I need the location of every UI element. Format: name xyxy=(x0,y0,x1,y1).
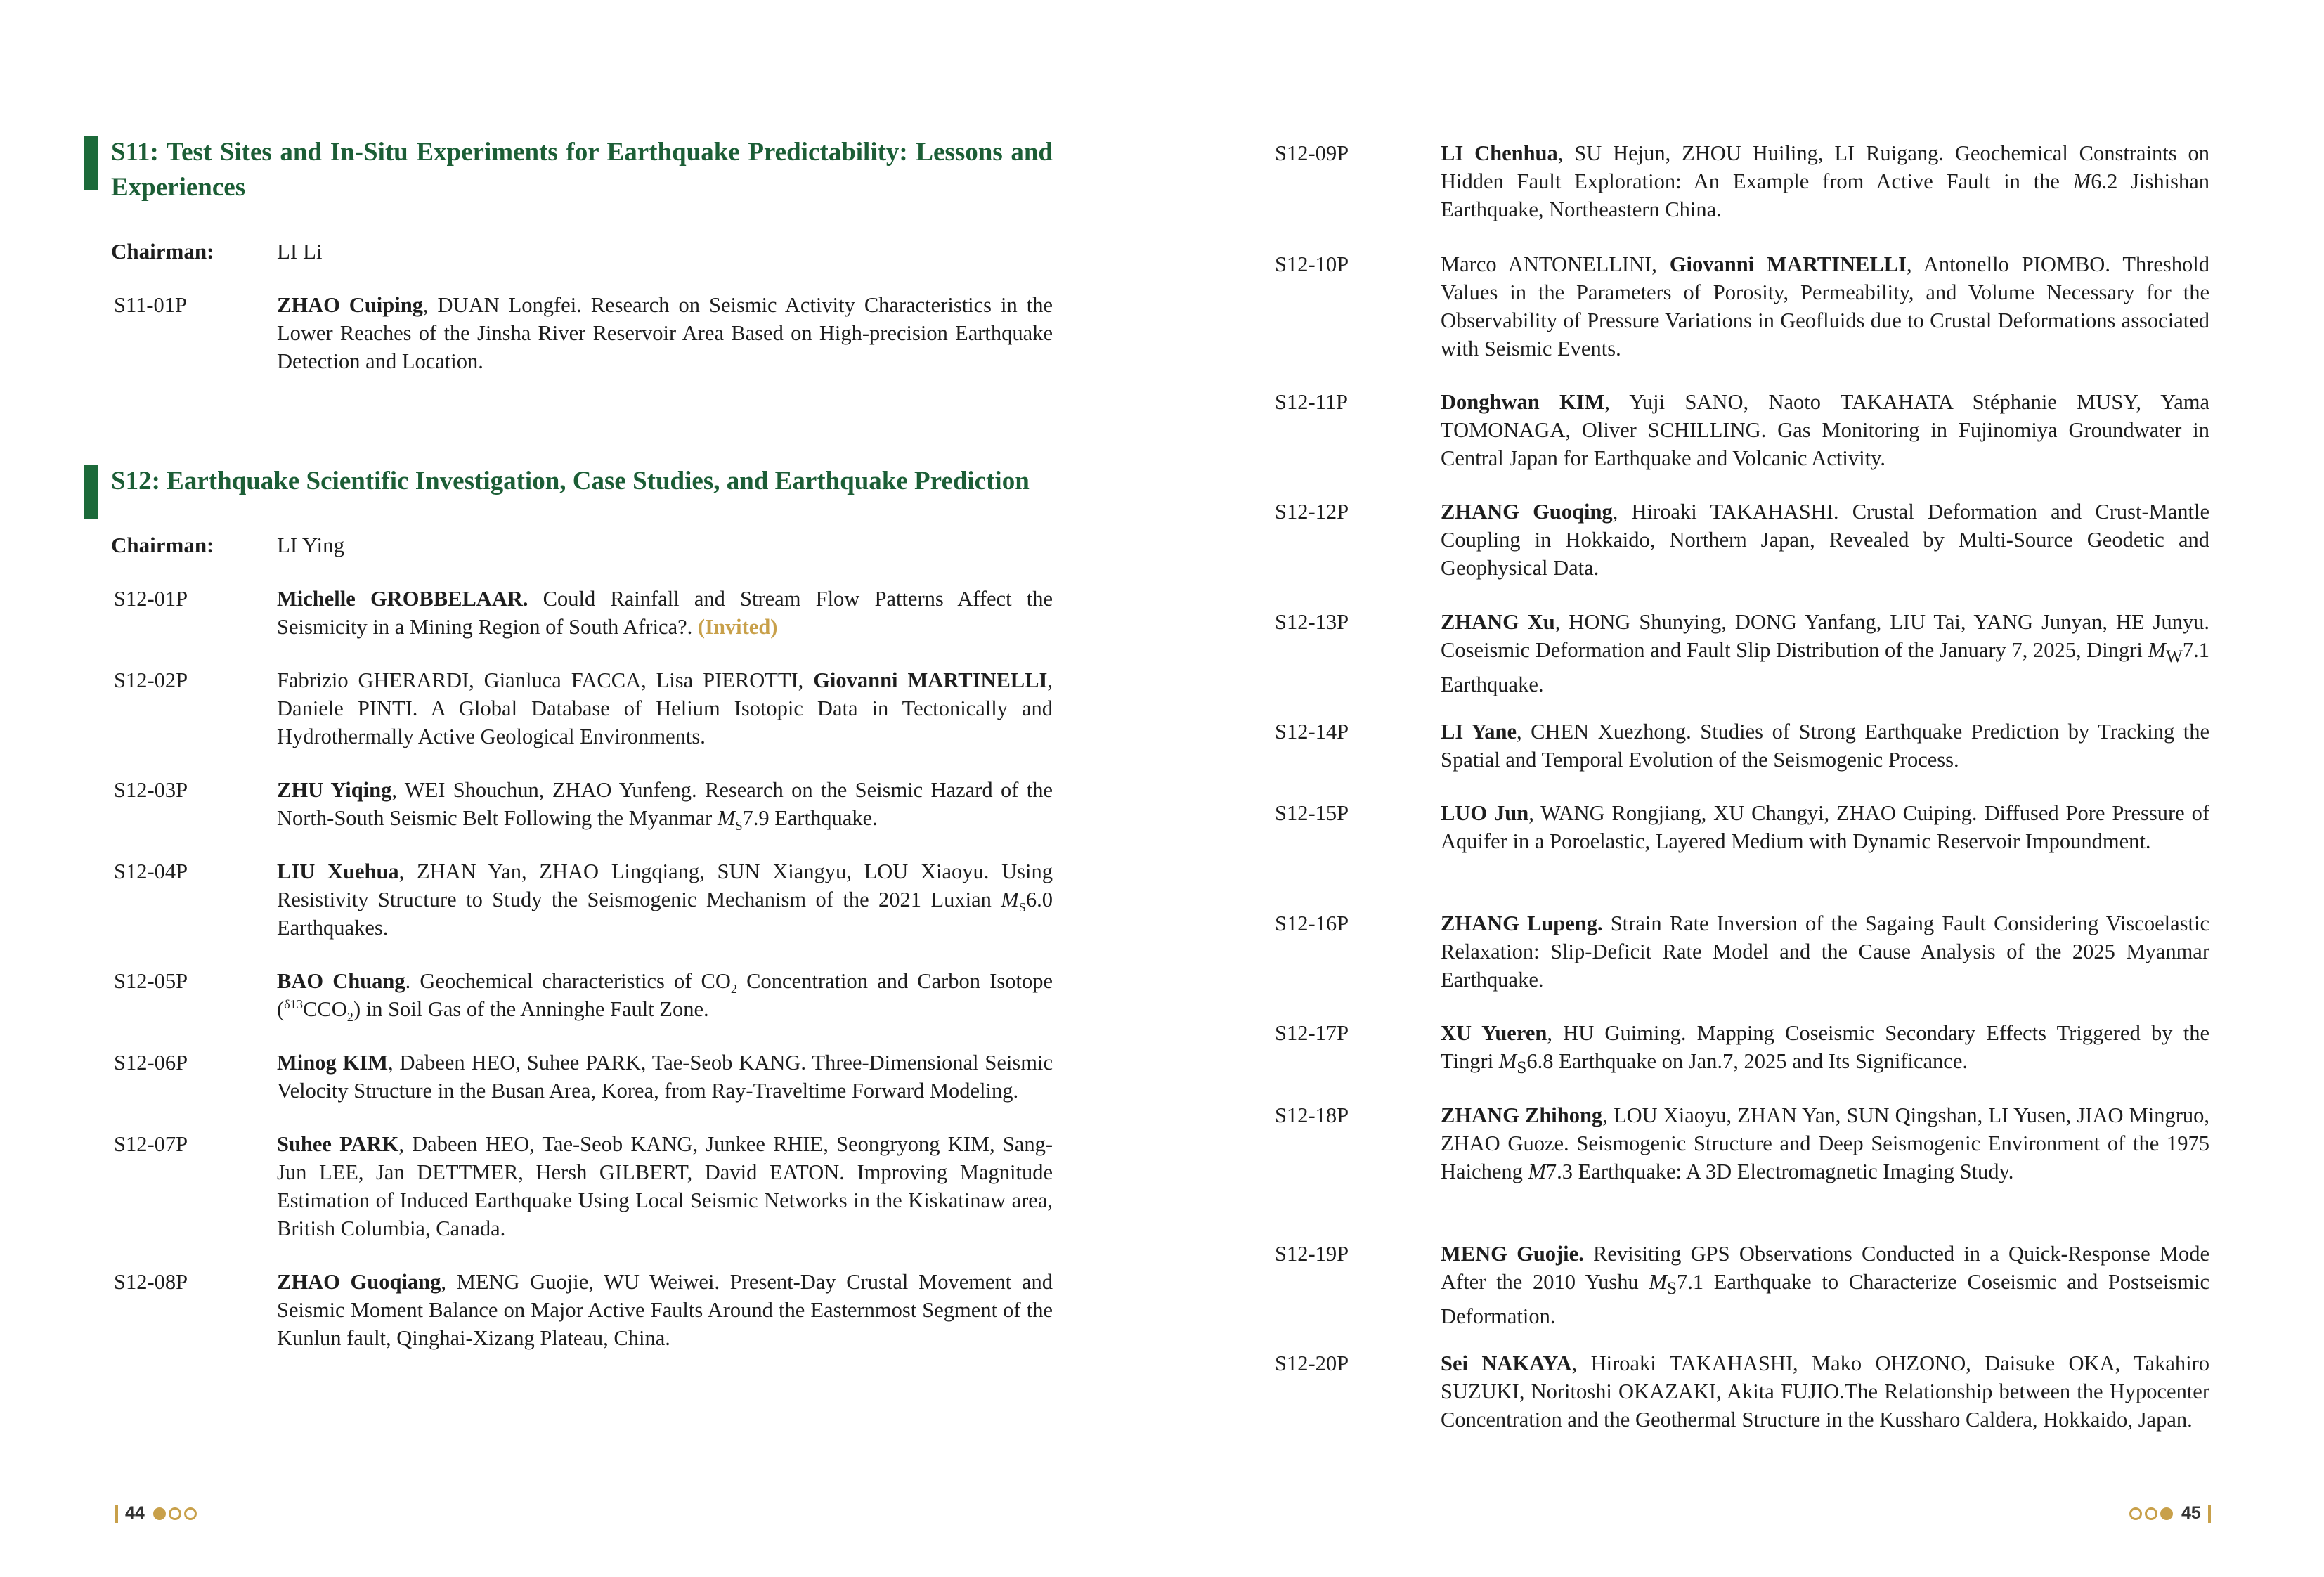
entry-s12-14p xyxy=(1275,718,2209,774)
lead-author: ZHAO Cuiping xyxy=(277,293,423,317)
entry-code: S12-16P xyxy=(1275,911,1349,935)
entry-code: S12-17P xyxy=(1275,1021,1349,1045)
entry-s12-04p xyxy=(111,857,1053,942)
filled-dot-icon xyxy=(153,1507,166,1520)
entry-code: S12-10P xyxy=(1275,252,1349,276)
entry-text: LUO Jun, WANG Rongjiang, XU Changyi, ZHAO Cuiping. Diffused Pore Pressure of Aquifer in a Poroelastic, Layered Medium with Dynamic Reservoir Impoundment. xyxy=(1441,801,2209,853)
lead-author: Giovanni MARTINELLI xyxy=(1669,252,1907,276)
entry-code: S12-08P xyxy=(114,1270,188,1294)
lead-author: Minog KIM xyxy=(277,1051,388,1075)
entry-text: ZHANG Zhihong, LOU Xiaoyu, ZHAN Yan, SUN Qingshan, LI Yusen, JIAO Mingruo, ZHAO Guoze. Seismogenic Structure and Deep Seismogenic Environment of the 1975 Haicheng M7.3 Earthquake: A 3D Electromagnetic Imaging Study. xyxy=(1441,1103,2209,1183)
section-s11 xyxy=(111,135,1053,375)
entry-text: Minog KIM, Dabeen HEO, Suhee PARK, Tae-Seob KANG. Three-Dimensional Seismic Velocity Structure in the Busan Area, Korea, from Ray-Traveltime Forward Modeling. xyxy=(277,1051,1053,1103)
lead-author: Donghwan KIM xyxy=(1441,390,1605,414)
lead-author: ZHANG Guoqing xyxy=(1441,500,1613,524)
entry-text: ZHANG Lupeng. Strain Rate Inversion of the Sagaing Fault Considering Viscoelastic Relaxation: Slip-Deficit Rate Model and the Cause Analysis of the 2025 Myanmar Earthquake. xyxy=(1441,911,2209,992)
entry-code: S12-04P xyxy=(114,859,188,883)
lead-author: ZHANG Zhihong xyxy=(1441,1103,1603,1127)
entry-code: S12-06P xyxy=(114,1051,188,1075)
lead-author: XU Yueren xyxy=(1441,1021,1547,1045)
entry-s12-02p xyxy=(111,666,1053,751)
entry-code: S11-01P xyxy=(114,293,187,317)
entry-s12-19p xyxy=(1275,1240,2209,1330)
entry-code: S12-02P xyxy=(114,668,188,692)
entry-s12-05p xyxy=(111,967,1053,1023)
ring-dot-icon xyxy=(169,1507,181,1520)
entry-text: Michelle GROBBELAAR. Could Rainfall and Stream Flow Patterns Affect the Seismicity in a Mining Region of South Africa?. (Invited) xyxy=(277,587,1053,639)
entry-code: S12-20P xyxy=(1275,1351,1349,1375)
lead-author: ZHU Yiqing xyxy=(277,778,392,802)
ring-dot-icon xyxy=(2129,1507,2142,1520)
lead-author: Giovanni MARTINELLI xyxy=(813,668,1048,692)
chairman-label: Chairman: xyxy=(111,533,214,557)
entry-s12-06p xyxy=(111,1049,1053,1105)
filled-dot-icon xyxy=(2160,1507,2173,1520)
lead-author: Michelle GROBBELAAR. xyxy=(277,587,528,611)
entry-code: S12-12P xyxy=(1275,500,1349,524)
entry-code: S12-01P xyxy=(114,587,188,611)
entry-code: S12-13P xyxy=(1275,610,1349,634)
entry-code: S12-07P xyxy=(114,1132,188,1156)
section-title: S12: Earthquake Scientific Investigation, Case Studies, and Earthquake Prediction xyxy=(111,464,1053,499)
chairman-name: LI Li xyxy=(277,239,323,264)
entry-text: Fabrizio GHERARDI, Gianluca FACCA, Lisa PIEROTTI, Giovanni MARTINELLI, Daniele PINTI. A Global Database of Helium Isotopic Data in Tectonically and Hydrothermally Active Geological Environments. xyxy=(277,668,1053,748)
lead-author: LI Yane xyxy=(1441,720,1517,744)
lead-author: LIU Xuehua xyxy=(277,859,399,883)
ring-dot-icon xyxy=(184,1507,197,1520)
left-page xyxy=(0,0,1160,1577)
entry-text: Sei NAKAYA, Hiroaki TAKAHASHI, Mako OHZONO, Daisuke OKA, Takahiro SUZUKI, Noritoshi OKAZAKI, Akita FUJIO.The Relationship between the Hypocenter Concentration and the Geothermal Structure in the Kussharo Caldera, Hokkaido, Japan. xyxy=(1441,1351,2209,1432)
section-s12 xyxy=(111,464,1053,1352)
entry-s12-07p xyxy=(111,1130,1053,1242)
lead-author: Sei NAKAYA xyxy=(1441,1351,1572,1375)
entry-text: ZHAO Guoqiang, MENG Guojie, WU Weiwei. Present-Day Crustal Movement and Seismic Moment Balance on Major Active Faults Around the Easternmost Segment of the Kunlun fault, Qinghai-Xizang Plateau, China. xyxy=(277,1270,1053,1350)
lead-author: Suhee PARK xyxy=(277,1132,399,1156)
right-page xyxy=(1162,0,2324,1577)
lead-author: LUO Jun xyxy=(1441,801,1529,825)
lead-author: MENG Guojie. xyxy=(1441,1242,1584,1266)
invited-tag: (Invited) xyxy=(697,615,778,639)
entry-code: S12-03P xyxy=(114,778,188,802)
entry-code: S12-14P xyxy=(1275,720,1349,744)
chairman-row xyxy=(111,531,1053,559)
page-number: 45 xyxy=(2181,1503,2201,1523)
page-number-right xyxy=(2128,1503,2218,1524)
entry-text: XU Yueren, HU Guiming. Mapping Coseismic Secondary Effects Triggered by the Tingri $M_S6.8$ Earthquake on Jan.7, 2025 and Its Significance. xyxy=(1441,1021,2209,1078)
lead-author: ZHANG Lupeng. xyxy=(1441,911,1603,935)
entry-text: ZHANG Xu, HONG Shunying, DONG Yanfang, LIU Tai, YANG Junyan, HE Junyu. Coseismic Deformation and Fault Slip Distribution of the January 7, 2025, Dingri $M_W7.1$ Earthquake. xyxy=(1441,610,2209,697)
chairman-label: Chairman: xyxy=(111,239,214,264)
entry-text: BAO Chuang. Geochemical characteristics of $CO_2$ Concentration and Carbon Isotope $(^{\delta 13}CCO_2)$ in Soil Gas of the Anninghe Fault Zone. xyxy=(277,969,1053,1025)
page-number: 44 xyxy=(125,1503,145,1523)
page-number-left xyxy=(108,1503,198,1524)
entry-s12-11p xyxy=(1275,388,2209,472)
entry-s12-09p xyxy=(1275,139,2209,223)
entry-text: Suhee PARK, Dabeen HEO, Tae-Seob KANG, Junkee RHIE, Seongryong KIM, Sang-Jun LEE, Jan DETTMER, Hersh GILBERT, David EATON. Improving Magnitude Estimation of Induced Earthquake Using Local Seismic Networks in the Kiskatinaw area, British Columbia, Canada. xyxy=(277,1132,1053,1240)
entry-text: ZHAO Cuiping, DUAN Longfei. Research on Seismic Activity Characteristics in the Lower Reaches of the Jinsha River Reservoir Area Based on High-precision Earthquake Detection and Location. xyxy=(277,293,1053,373)
entry-s12-13p xyxy=(1275,608,2209,699)
entry-code: S12-09P xyxy=(1275,141,1349,165)
lead-author: ZHAO Guoqiang xyxy=(277,1270,441,1294)
lead-author: ZHANG Xu xyxy=(1441,610,1555,634)
entry-text: LIU Xuehua, ZHAN Yan, ZHAO Lingqiang, SUN Xiangyu, LOU Xiaoyu. Using Resistivity Structure to Study the Seismogenic Mechanism of the 2021 Luxian $M_S6.0$ Earthquakes. xyxy=(277,859,1053,940)
entry-code: S12-11P xyxy=(1275,390,1348,414)
lead-author: LI Chenhua xyxy=(1441,141,1558,165)
entry-code: S12-15P xyxy=(1275,801,1349,825)
entry-code: S12-19P xyxy=(1275,1242,1349,1266)
entry-text: Marco ANTONELLINI, Giovanni MARTINELLI, Antonello PIOMBO. Threshold Values in the Parameters of Porosity, Permeability, and Volume Necessary for the Observability of Pressure Variations in Geofluids due to Crustal Deformations associated with Seismic Events. xyxy=(1441,252,2209,361)
entry-text: ZHU Yiqing, WEI Shouchun, ZHAO Yunfeng. Research on the Seismic Hazard of the North-South Seismic Belt Following the Myanmar $M_S7.9$ Earthquake. xyxy=(277,778,1053,833)
entry-s12-03p xyxy=(111,776,1053,832)
section-title: S11: Test Sites and In-Situ Experiments for Earthquake Predictability: Lessons and Experiences xyxy=(111,135,1053,205)
entry-s12-20p xyxy=(1275,1349,2209,1434)
entry-s12-15p xyxy=(1275,799,2209,855)
folio-bar xyxy=(2208,1505,2211,1523)
entry-s12-16p xyxy=(1275,909,2209,994)
folio-bar xyxy=(115,1505,118,1523)
entry-s12-10p xyxy=(1275,250,2209,363)
entry-code: S12-05P xyxy=(114,969,188,993)
entry-text: LI Chenhua, SU Hejun, ZHOU Huiling, LI Ruigang. Geochemical Constraints on Hidden Fault Exploration: An Example from Active Fault in the M6.2 Jishishan Earthquake, Northeastern China. xyxy=(1441,141,2209,221)
entry-s12-12p xyxy=(1275,498,2209,582)
entry-text: ZHANG Guoqing, Hiroaki TAKAHASHI. Crustal Deformation and Crust-Mantle Coupling in Hokkaido, Northern Japan, Revealed by Multi-Source Geodetic and Geophysical Data. xyxy=(1441,500,2210,580)
entry-text: Donghwan KIM, Yuji SANO, Naoto TAKAHATA Stéphanie MUSY, Yama TOMONAGA, Oliver SCHILLING. Gas Monitoring in Fujinomiya Groundwater in Central Japan for Earthquake and Volcanic Activity. xyxy=(1441,390,2209,470)
lead-author: BAO Chuang xyxy=(277,969,405,993)
entry-s12-01p xyxy=(111,585,1053,641)
chairman-name: LI Ying xyxy=(277,533,345,557)
entry-s12-08p xyxy=(111,1268,1053,1352)
entry-s11-01p xyxy=(111,291,1053,375)
chairman-row xyxy=(111,238,1053,266)
entry-code: S12-18P xyxy=(1275,1103,1349,1127)
ring-dot-icon xyxy=(2145,1507,2157,1520)
entry-text: MENG Guojie. Revisiting GPS Observations Conducted in a Quick-Response Mode After the 2010 Yushu $M_S7.1$ Earthquake to Characterize Coseismic and Postseismic Deformation. xyxy=(1441,1242,2209,1329)
entry-s12-18p xyxy=(1275,1101,2209,1186)
entry-s12-17p xyxy=(1275,1019,2209,1082)
entry-text: LI Yane, CHEN Xuezhong. Studies of Strong Earthquake Prediction by Tracking the Spatial and Temporal Evolution of the Seismogenic Process. xyxy=(1441,720,2209,772)
